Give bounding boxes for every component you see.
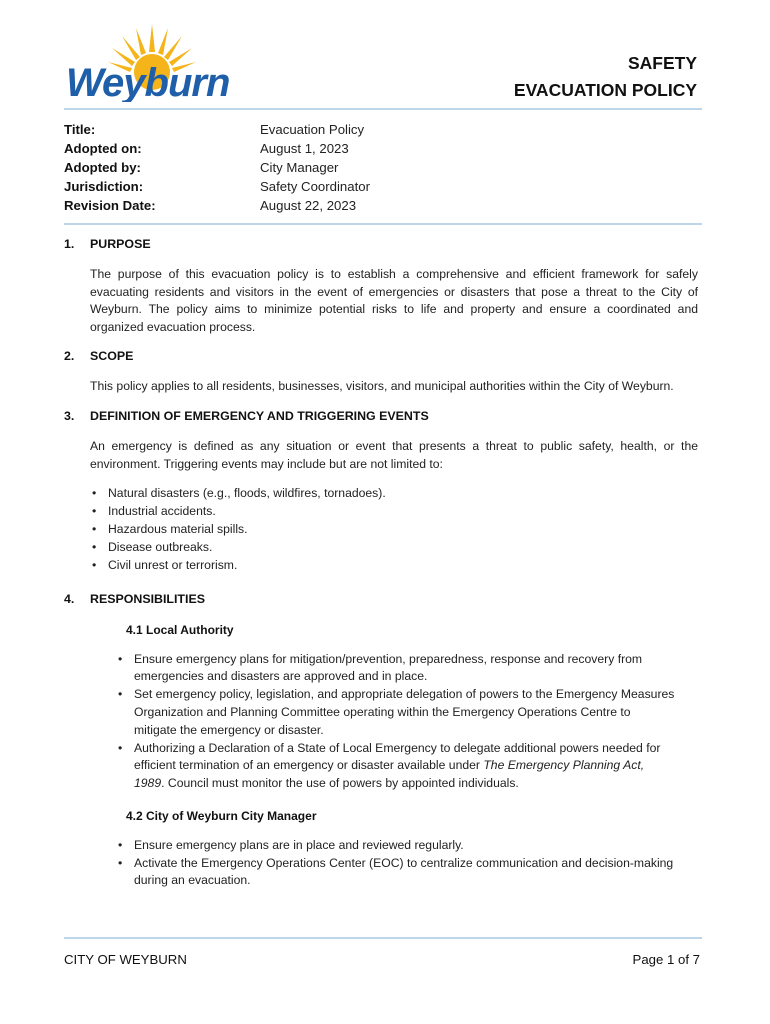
list-item: • Ensure emergency plans are in place and reviewed regularly. (116, 837, 676, 855)
meta-label: Adopted by: (64, 160, 141, 175)
section-definition (64, 408, 698, 574)
meta-value: City Manager (260, 160, 339, 175)
list-item: • Ensure emergency plans for mitigation/prevention, preparedness, response and recovery from emergencies and disasters are approved and in place. (116, 651, 676, 687)
section-body: This policy applies to all residents, businesses, visitors, and municipal authorities within the City of Weyburn. (90, 378, 674, 393)
list-item: • Natural disasters (e.g., floods, wildfires, tornadoes). (90, 485, 698, 503)
section-number: 3. (64, 409, 75, 423)
sun-logo-icon (64, 22, 229, 102)
section-responsibilities (64, 591, 698, 890)
section-number: 2. (64, 349, 75, 363)
meta-row (64, 158, 370, 177)
subsection-heading: 4.2 City of Weyburn City Manager (126, 808, 317, 823)
section-purpose (64, 236, 698, 337)
footer-divider (64, 937, 702, 939)
section-scope (64, 348, 698, 396)
list-item: • Industrial accidents. (90, 503, 698, 521)
meta-value: Safety Coordinator (260, 179, 370, 194)
title-line-2: EVACUATION POLICY (513, 80, 697, 100)
section-title: DEFINITION OF EMERGENCY AND TRIGGERING EVENTS (90, 409, 429, 423)
footer-organization: CITY OF WEYBURN (64, 952, 187, 967)
section-body: The purpose of this evacuation policy is to establish a comprehensive and efficient framework for safely evacuating residents and visitors in the event of emergencies or disasters that pose a threat to the City of Weyburn. The policy aims to minimize potential risks to life and property and ensure a coordinated and organized evacuation process. (90, 266, 698, 335)
meta-label: Adopted on: (64, 141, 142, 156)
local-authority-list (116, 651, 676, 793)
svg-text:Weyburn: Weyburn (66, 61, 229, 102)
metadata-table (64, 120, 370, 215)
section-heading (64, 236, 698, 254)
list-item-text: . Council must monitor the use of powers by appointed individuals. (161, 776, 519, 791)
section-title: SCOPE (90, 349, 134, 363)
meta-label: Revision Date: (64, 198, 156, 213)
meta-row (64, 139, 370, 158)
document-title (514, 50, 697, 104)
metadata-divider (64, 223, 702, 225)
section-title: RESPONSIBILITIES (90, 592, 205, 606)
section-heading (64, 408, 698, 426)
section-heading (64, 591, 698, 609)
section-body: An emergency is defined as any situation or event that presents a threat to public safety, health, or the environment. Triggering events may include but are not limited to: (90, 438, 698, 471)
meta-label: Jurisdiction: (64, 179, 144, 194)
list-item: • Disease outbreaks. (90, 539, 698, 557)
meta-row (64, 196, 370, 215)
list-item: • Activate the Emergency Operations Center (EOC) to centralize communication and decision-making during an evacuation. (116, 855, 676, 891)
list-item: • Hazardous material spills. (90, 521, 698, 539)
section-heading (64, 348, 698, 366)
list-item-text: Authorizing a Declaration of a State of Local Emergency to delegate additional powers needed for efficient termination of an emergency or disaster available under (134, 740, 661, 773)
trigger-events-list (90, 485, 698, 574)
meta-row (64, 177, 370, 196)
weyburn-logo (64, 22, 229, 102)
meta-value: August 1, 2023 (260, 141, 349, 156)
meta-label: Title: (64, 122, 96, 137)
section-number: 1. (64, 237, 75, 251)
list-item (116, 740, 676, 793)
meta-value: August 22, 2023 (260, 198, 357, 213)
meta-row (64, 120, 370, 139)
city-manager-list (116, 837, 676, 890)
list-item: • Set emergency policy, legislation, and appropriate delegation of powers to the Emergency Measures Organization and Planning Committee operating within the Emergency Operations Centre to mitigate the emergency or disaster. (116, 686, 676, 739)
page-number: Page 1 of 7 (632, 952, 700, 967)
title-line-1: SAFETY (627, 53, 697, 73)
list-item: • Civil unrest or terrorism. (90, 557, 698, 575)
subsection-heading: 4.1 Local Authority (126, 622, 234, 637)
header-divider (64, 108, 702, 110)
meta-value: Evacuation Policy (260, 122, 365, 137)
section-title: PURPOSE (90, 237, 151, 251)
section-number: 4. (64, 592, 75, 606)
act-title: The Emergency Planning Act, 1989 (134, 758, 645, 791)
